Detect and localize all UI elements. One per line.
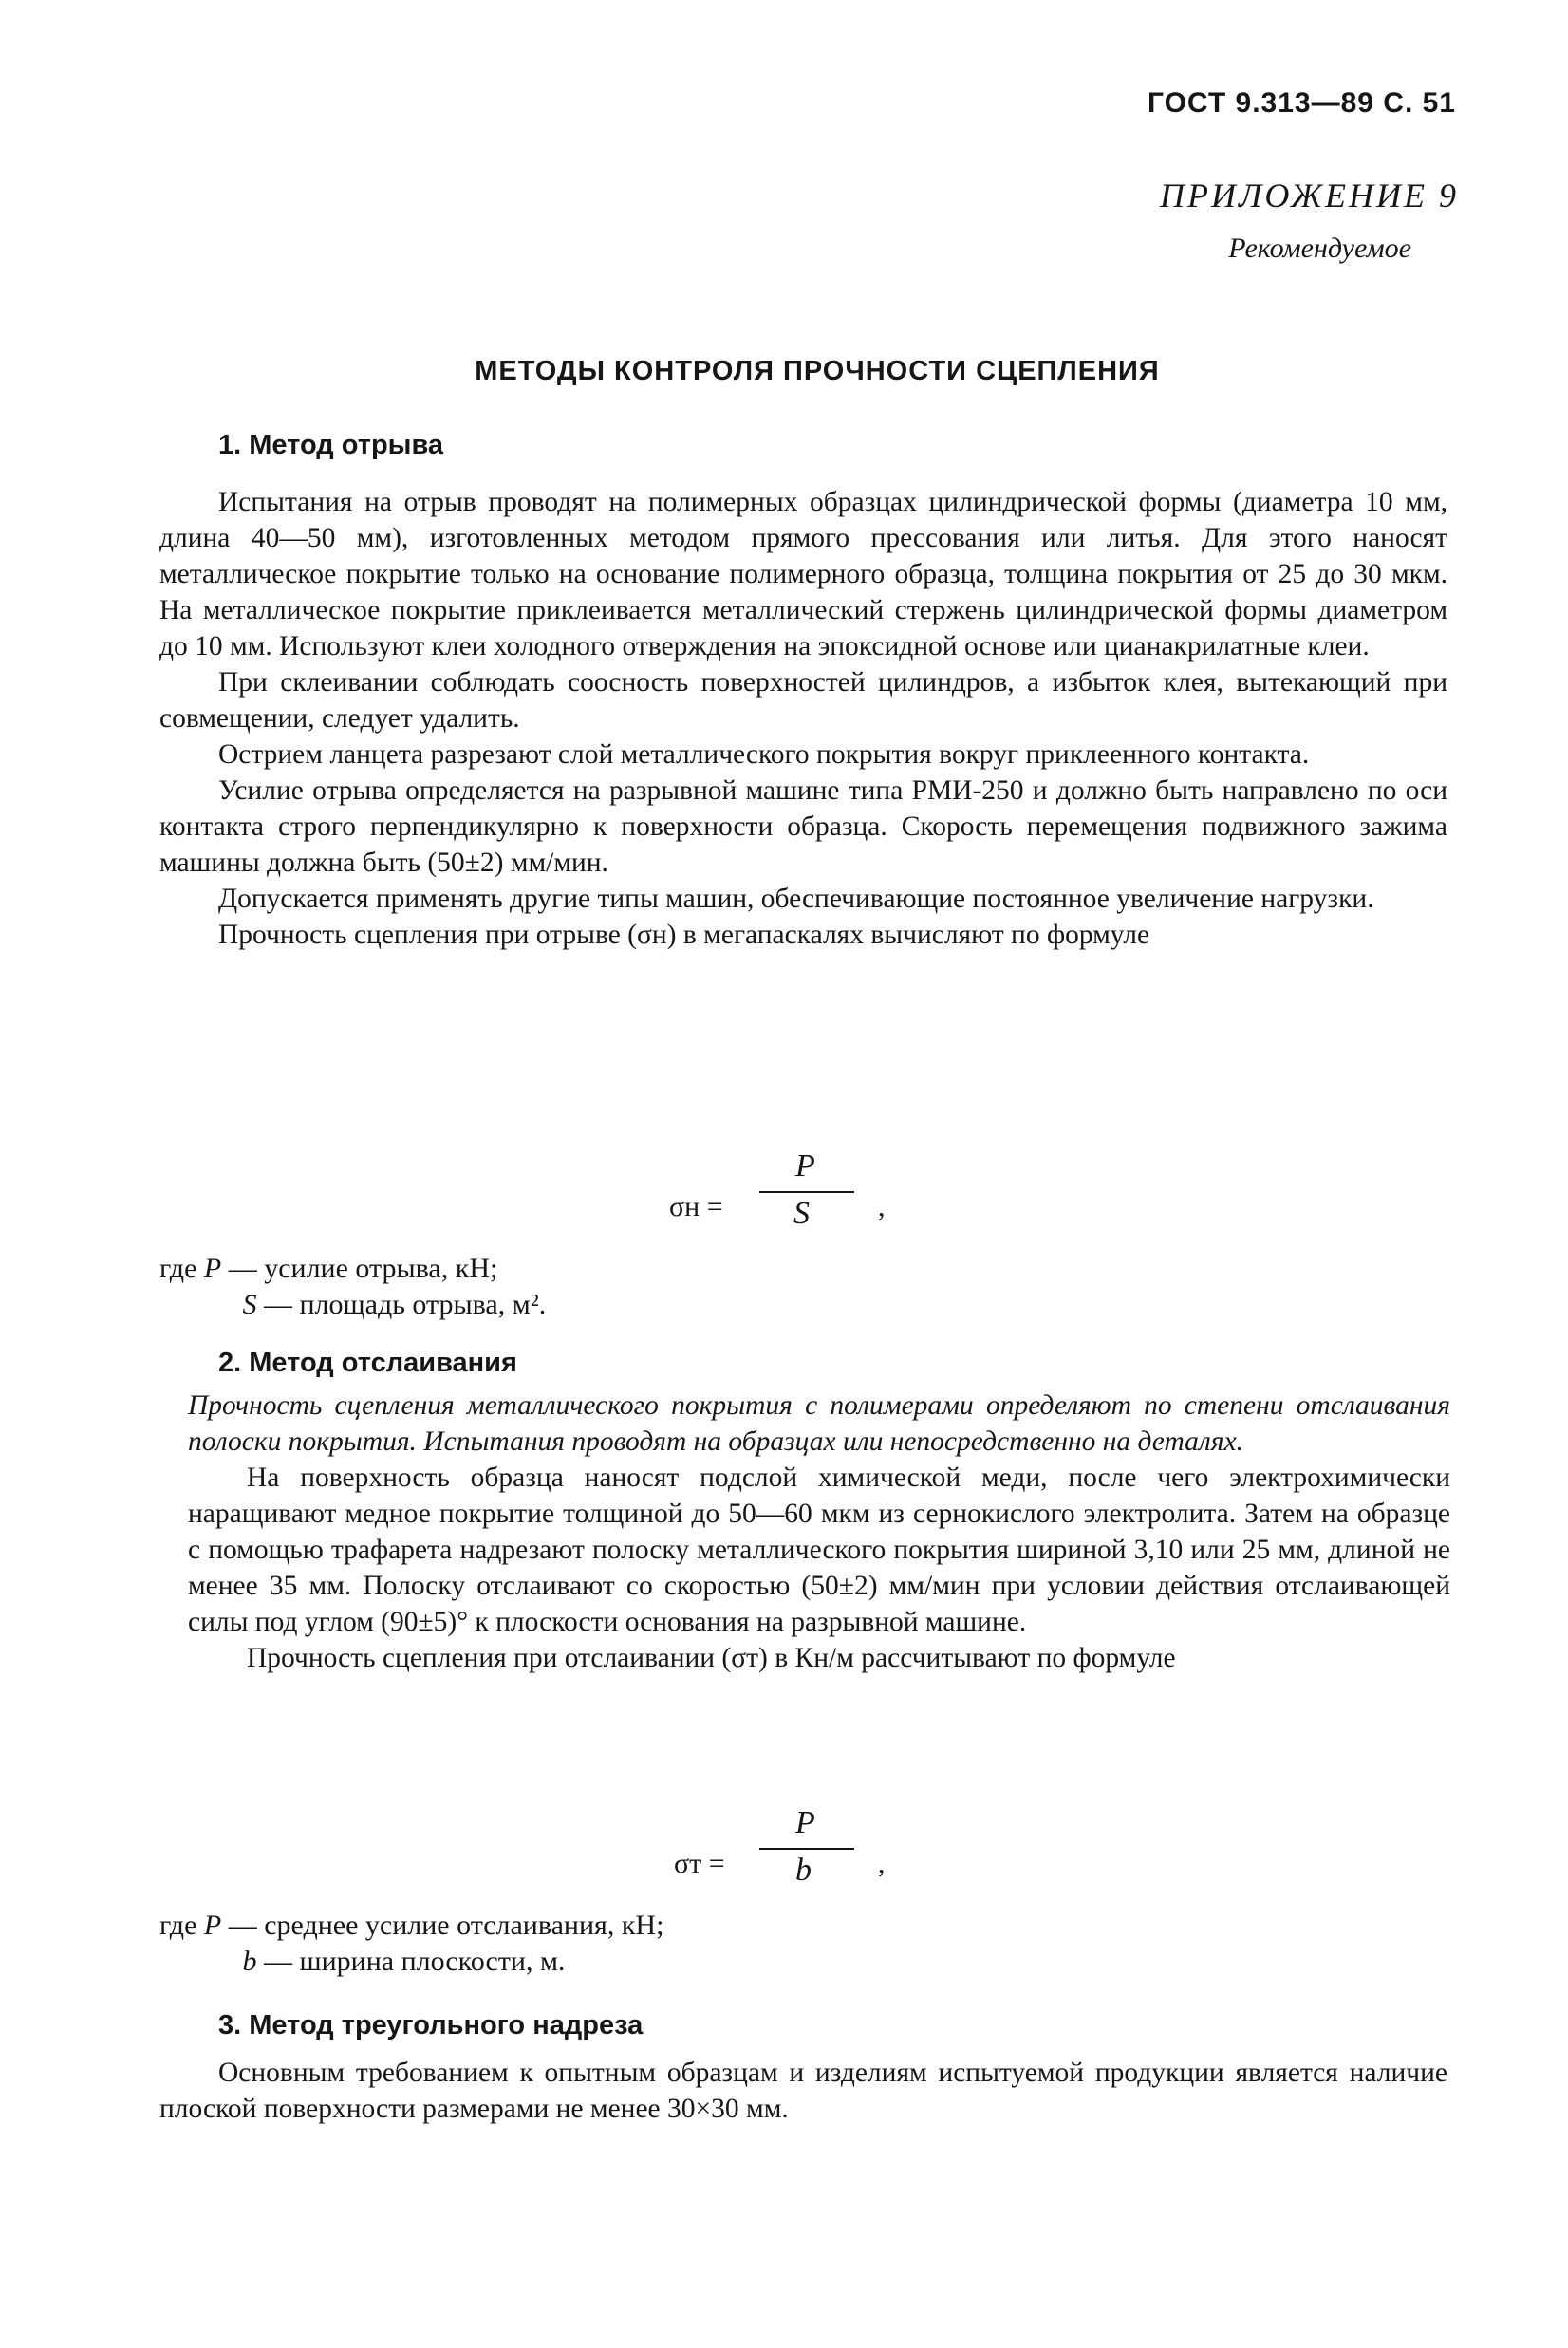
definition-text: — ширина плоскости, м. [264,1946,566,1977]
definition-symbol: S [242,1289,257,1320]
fraction-line [759,1848,854,1850]
formula-comma: , [878,1848,886,1879]
definition-symbol: P [203,1910,222,1941]
page-header: ГОСТ 9.313—89 С. 51 [1147,87,1456,119]
formula-numerator: P [795,1805,815,1840]
fraction-line [759,1191,854,1193]
formula-numerator: P [795,1148,815,1183]
formula-1-definitions [159,1251,546,1323]
paragraph: При склеивании соблюдать соосность поверхностей цилиндров, а избыток клея, вытекающий при совмещении, следует удалить. [159,667,1447,734]
definition-row [159,1251,546,1287]
where-word: где [159,1910,197,1941]
formula-comma: , [878,1191,886,1222]
section-3-heading: 3. Метод треугольного надреза [218,2010,644,2041]
appendix-label: ПРИЛОЖЕНИЕ 9 [1160,177,1459,214]
formula-peel-off [0,1148,1568,1234]
section-2-body [188,1388,1450,1676]
paragraph: Острием ланцета разрезают слой металлического покрытия вокруг приклеенного контакта. [218,739,1310,770]
paragraph: На поверхность образца наносят подслой химической меди, после чего электрохимически наращивают медное покрытие толщиной до 50—60 мкм из сернокислого электролита. Затем на образце с помощью трафарета надрезают полоску металлического покрытия шириной 3,10 или 25 мм, длиной не менее 35 мм. Полоску отслаивают со скоростью (50±2) мм/мин при условии действия отслаивающей силы под углом (90±5)° к плоскости основания на разрывной машине. [188,1463,1450,1637]
definition-text: — площадь отрыва, м². [264,1289,547,1320]
paragraph: Допускается применять другие типы машин, обеспечивающие постоянное увеличение нагрузки. [218,884,1374,914]
paragraph: Прочность сцепления при отрыве (σн) в мегапаскалях вычисляют по формуле [218,920,1150,950]
section-1-body [159,484,1447,953]
definition-row [159,1944,663,1980]
definition-text: — усилие отрыва, кН; [228,1253,498,1284]
formula-2-definitions [159,1908,663,1980]
paragraph: Прочность сцепления металлического покрытия с полимерами определяют по степени отслаивания полоски покрытия. Испытания проводят на образцах или непосредственно на деталях. [188,1390,1450,1457]
definition-symbol: P [203,1253,222,1284]
section-1-heading: 1. Метод отрыва [218,430,444,460]
formula-denominator: S [793,1196,810,1231]
definition-row [159,1287,546,1323]
section-3-body [159,2055,1447,2127]
definition-row [159,1908,663,1944]
definition-text: — среднее усилие отслаивания, кН; [228,1910,664,1941]
appendix-status: Рекомендуемое [1228,233,1411,264]
paragraph: Основным требованием к опытным образцам и изделиям испытуемой продукции является наличие плоской поверхности размерами не менее 30×30 мм. [159,2058,1447,2124]
section-2-heading: 2. Метод отслаивания [218,1348,517,1378]
formula-lhs: σн = [669,1191,723,1222]
paragraph: Прочность сцепления при отслаивании (σт) в Кн/м рассчитывают по формуле [247,1643,1176,1673]
formula-denominator: b [795,1853,812,1888]
formula-peel [0,1805,1568,1891]
definition-symbol: b [242,1946,257,1977]
paragraph: Усилие отрыва определяется на разрывной машине типа РМИ-250 и должно быть направлено по оси контакта строго перпендикулярно к поверхности образца. Скорость перемещения подвижного зажима машины должна быть (50±2) мм/мин. [159,775,1447,878]
formula-lhs: σт = [674,1848,725,1879]
document-title: МЕТОДЫ КОНТРОЛЯ ПРОЧНОСТИ СЦЕПЛЕНИЯ [475,356,1160,386]
paragraph: Испытания на отрыв проводят на полимерных образцах цилиндрической формы (диаметра 10 мм, длина 40—50 мм), изготовленных методом прямого прессования или литья. Для этого наносят металлическое покрытие только на основание полимерного образца, толщина покрытия от 25 до 30 мкм. На металлическое покрытие приклеивается металлический стержень цилиндрической формы диаметром до 10 мм. Используют клеи холодного отверждения на эпоксидной основе или цианакрилатные клеи. [159,487,1447,662]
where-word: где [159,1253,197,1284]
